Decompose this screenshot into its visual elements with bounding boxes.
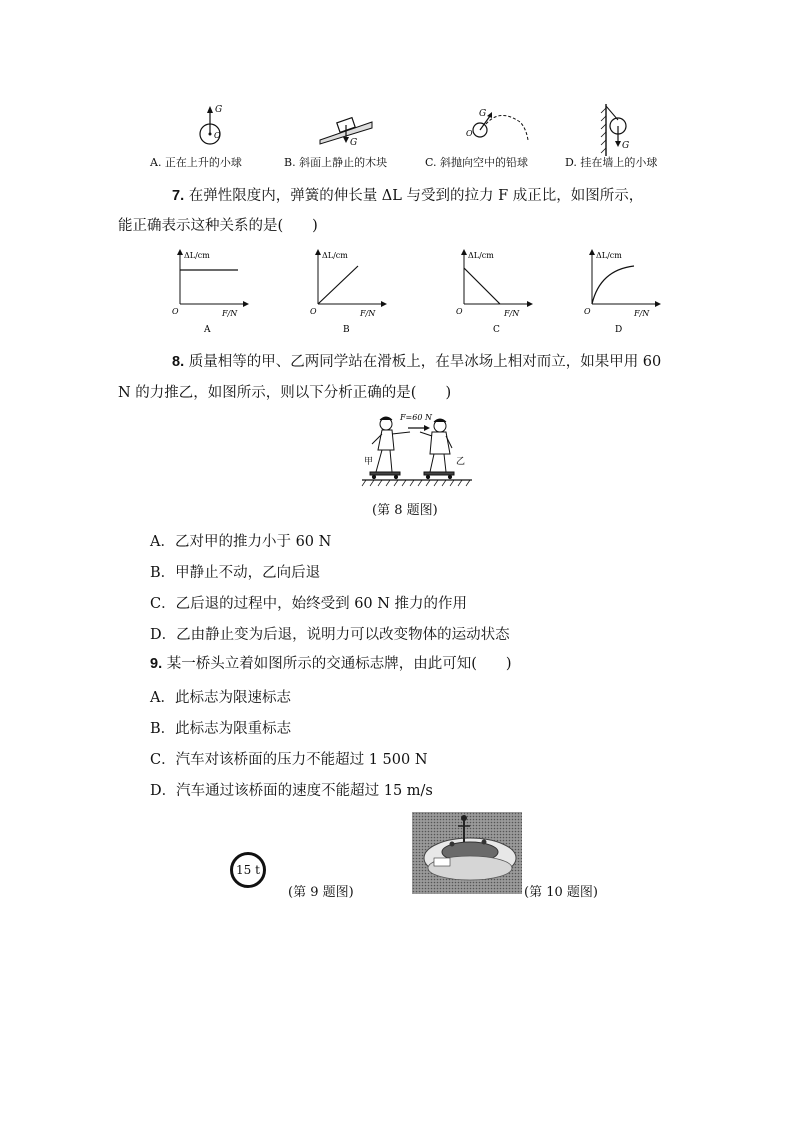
svg-text:A: A [204, 325, 211, 335]
q6-fig-a-rising-ball [200, 105, 222, 144]
q8-option-b: B．甲静止不动，乙向后退 [150, 565, 321, 581]
svg-text:O: O [172, 307, 179, 316]
q10-caption: (第 10 题图) [524, 885, 598, 900]
q6-option-c: C. 斜抛向空中的铅球 [425, 156, 529, 169]
q8-number: 8. [172, 354, 185, 370]
q7-graph-a [172, 249, 249, 335]
svg-text:ΔL/cm: ΔL/cm [468, 251, 494, 260]
svg-text:O: O [466, 129, 473, 138]
q8-text-line1: 8. 质量相等的甲、乙两同学站在滑板上，在旱冰场上相对而立，如果甲用 60 [172, 354, 662, 370]
q8-figure-skaters [360, 410, 480, 490]
q9-option-b: B．此标志为限重标志 [150, 721, 292, 737]
svg-text:G: G [215, 105, 223, 115]
svg-text:G: G [622, 141, 630, 151]
q8-option-c: C．乙后退的过程中，始终受到 60 N 推力的作用 [150, 596, 468, 612]
q6-option-a: A. 正在上升的小球 [150, 156, 242, 169]
q10-photo-trampoline [412, 812, 522, 894]
q7-text-line1: 7. 在弹性限度内，弹簧的伸长量 ΔL 与受到的拉力 F 成正比，如图所示， [172, 188, 644, 204]
q9-sign-text: 15 t [236, 863, 260, 877]
svg-text:F/N: F/N [504, 309, 520, 318]
q9-option-d: D．汽车通过该桥面的速度不能超过 15 m/s [150, 783, 433, 799]
q9-option-a: A．此标志为限速标志 [150, 690, 291, 706]
q7-graph-b [310, 249, 387, 335]
q7-number: 7. [172, 188, 185, 204]
q6-fig-d-ball-on-wall [601, 104, 629, 156]
svg-text:G: G [479, 109, 487, 119]
q7-text-line2: 能正确表示这种关系的是( ) [118, 218, 318, 234]
svg-text:O: O [310, 307, 317, 316]
svg-text:O: O [214, 131, 221, 140]
q8-person-jia [370, 417, 410, 479]
q8-force-label: F=60 N [400, 413, 432, 422]
q6-figures [160, 100, 690, 160]
q9-text: 9. 某一桥头立着如图所示的交通标志牌，由此可知( ) [150, 656, 512, 672]
svg-text:G: G [350, 138, 358, 148]
q8-option-d: D．乙由静止变为后退，说明力可以改变物体的运动状态 [150, 627, 510, 643]
q9-option-c: C．汽车对该桥面的压力不能超过 1 500 N [150, 752, 428, 768]
svg-text:F/N: F/N [222, 309, 238, 318]
q8-option-a: A．乙对甲的推力小于 60 N [150, 534, 332, 550]
q7-graph-d [584, 249, 661, 335]
q8-caption: (第 8 题图) [372, 503, 438, 518]
svg-text:B: B [343, 325, 350, 335]
q8-label-yi: 乙 [456, 457, 466, 467]
q8-label-jia: 甲 [364, 457, 374, 467]
q6-option-d: D. 挂在墙上的小球 [565, 156, 658, 169]
svg-text:C: C [493, 325, 500, 335]
q8-text-line2: N 的力推乙，如图所示，则以下分析正确的是( ) [118, 385, 452, 401]
svg-text:O: O [584, 307, 591, 316]
svg-text:ΔL/cm: ΔL/cm [184, 251, 210, 260]
q9-caption: (第 9 题图) [288, 885, 354, 900]
svg-text:D: D [615, 325, 623, 335]
svg-text:ΔL/cm: ΔL/cm [596, 251, 622, 260]
svg-text:O: O [456, 307, 463, 316]
q6-fig-c-shot-put [466, 109, 528, 140]
q9-traffic-sign [230, 852, 266, 888]
q7-graphs [168, 248, 668, 338]
q9-number: 9. [150, 656, 163, 672]
q7-graph-c [456, 249, 533, 335]
q6-fig-b-block-on-incline [320, 118, 372, 148]
q6-option-b: B. 斜面上静止的木块 [284, 156, 388, 169]
svg-text:ΔL/cm: ΔL/cm [322, 251, 348, 260]
svg-text:F/N: F/N [360, 309, 376, 318]
svg-text:F/N: F/N [634, 309, 650, 318]
